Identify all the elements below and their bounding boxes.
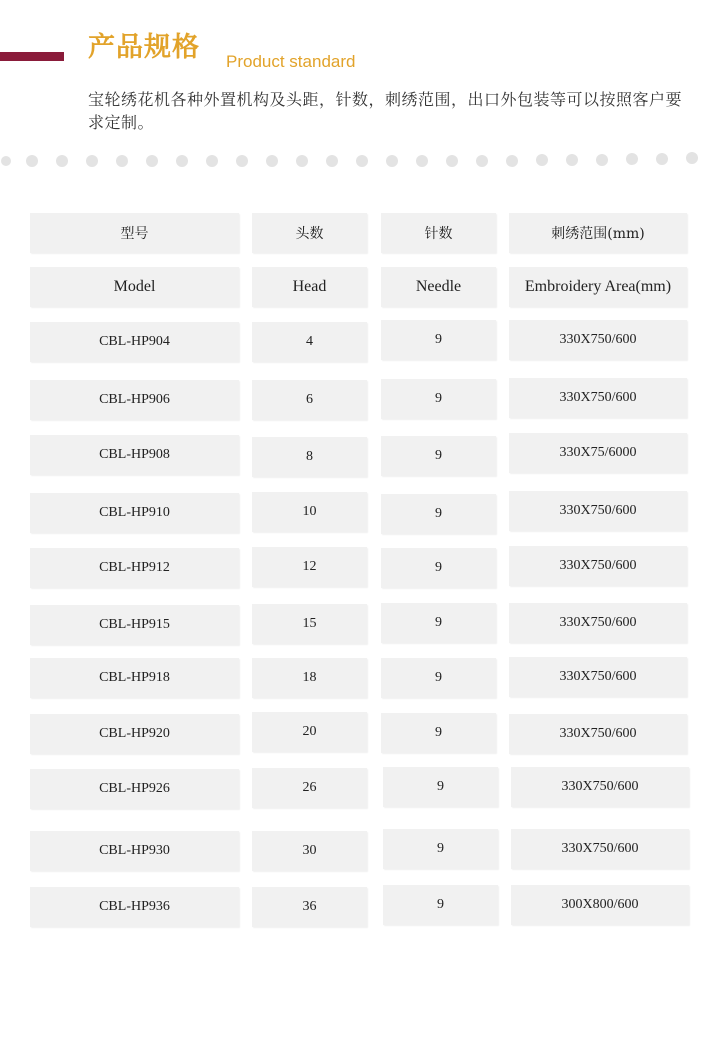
header-model-cn: 型号 — [30, 213, 239, 253]
page-title-cn: 产品规格 — [88, 32, 200, 63]
accent-bar — [0, 52, 64, 61]
cell-area: 330X750/600 — [509, 320, 687, 360]
cell-model: CBL-HP936 — [30, 887, 239, 927]
cell-model: CBL-HP906 — [30, 380, 239, 420]
cell-needle: 9 — [381, 436, 496, 476]
cell-head: 26 — [252, 768, 367, 808]
cell-model: CBL-HP912 — [30, 548, 239, 588]
cell-model: CBL-HP920 — [30, 714, 239, 754]
cell-model: CBL-HP918 — [30, 658, 239, 698]
header-head-en: Head — [252, 267, 367, 307]
cell-head: 20 — [252, 712, 367, 752]
cell-model: CBL-HP926 — [30, 769, 239, 809]
cell-area: 330X75/6000 — [509, 433, 687, 473]
cell-area: 330X750/600 — [509, 378, 687, 418]
header-head-cn: 头数 — [252, 213, 367, 253]
header-model-en: Model — [30, 267, 239, 307]
cell-area: 330X750/600 — [509, 603, 687, 643]
cell-head: 30 — [252, 831, 367, 871]
cell-head: 36 — [252, 887, 367, 927]
header-area-en: Embroidery Area(mm) — [509, 267, 687, 307]
cell-needle: 9 — [381, 379, 496, 419]
cell-head: 12 — [252, 547, 367, 587]
cell-area: 330X750/600 — [509, 714, 687, 754]
cell-model: CBL-HP915 — [30, 605, 239, 645]
header-area-cn: 刺绣范围(mm) — [509, 213, 687, 253]
cell-area: 330X750/600 — [511, 767, 689, 807]
cell-head: 8 — [252, 437, 367, 477]
cell-needle: 9 — [383, 829, 498, 869]
cell-head: 15 — [252, 604, 367, 644]
cell-head: 10 — [252, 492, 367, 532]
intro-text: 宝轮绣花机各种外置机构及头距，针数，刺绣范围，出口外包装等可以按照客户要求定制。 — [88, 90, 683, 132]
header-needle-en: Needle — [381, 267, 496, 307]
cell-model: CBL-HP910 — [30, 493, 239, 533]
cell-head: 18 — [252, 658, 367, 698]
cell-head: 6 — [252, 380, 367, 420]
cell-model: CBL-HP930 — [30, 831, 239, 871]
cell-area: 330X750/600 — [509, 546, 687, 586]
cell-needle: 9 — [381, 548, 496, 588]
cell-needle: 9 — [383, 767, 498, 807]
cell-needle: 9 — [381, 320, 496, 360]
dotted-divider — [0, 148, 720, 172]
cell-needle: 9 — [381, 603, 496, 643]
cell-area: 330X750/600 — [509, 657, 687, 697]
cell-area: 330X750/600 — [509, 491, 687, 531]
header-needle-cn: 针数 — [381, 213, 496, 253]
page-title-en: Product standard — [226, 52, 356, 71]
cell-model: CBL-HP904 — [30, 322, 239, 362]
cell-needle: 9 — [383, 885, 498, 925]
cell-area: 330X750/600 — [511, 829, 689, 869]
cell-needle: 9 — [381, 713, 496, 753]
cell-needle: 9 — [381, 658, 496, 698]
cell-head: 4 — [252, 322, 367, 362]
cell-model: CBL-HP908 — [30, 435, 239, 475]
cell-needle: 9 — [381, 494, 496, 534]
cell-area: 300X800/600 — [511, 885, 689, 925]
